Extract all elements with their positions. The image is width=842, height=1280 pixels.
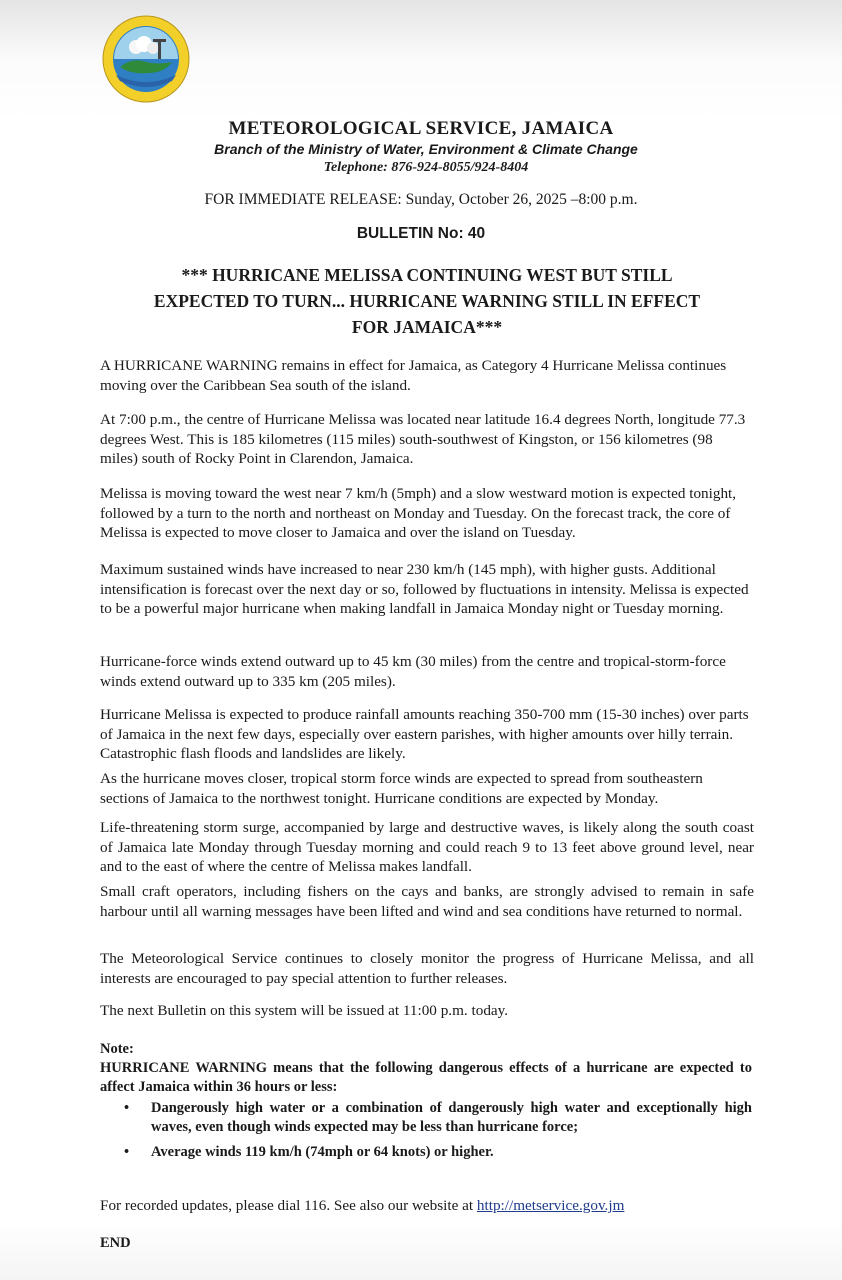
- note-bullet-list: [124, 1099, 752, 1168]
- bullet-icon: •: [124, 1144, 130, 1160]
- met-service-logo-icon: [102, 15, 190, 103]
- paragraph-storm-surge: Life-threatening storm surge, accompanied by large and destructive waves, is likely along the south coast of Jamaica late Monday through Tuesday morning and could reach 9 to 13 feet above ground level, near and to the east of where the centre of Melissa makes landfall.: [100, 819, 754, 875]
- paragraph-movement: Melissa is moving toward the west near 7 km/h (5mph) and a slow westward motion is expected tonight, followed by a turn to the north and northeast on Monday and Tuesday. On the forecast track, the core of Melissa is expected to move closer to Jamaica and over the island on Tuesday.: [100, 485, 737, 541]
- list-item: • Dangerously high water or a combination of dangerously high water and exceptionally high waves, even though winds expected may be less than hurricane force;: [124, 1100, 752, 1135]
- note-label: Note:: [100, 1041, 134, 1057]
- release-date: FOR IMMEDIATE RELEASE: Sunday, October 26, 2025 –8:00 p.m.: [204, 191, 638, 208]
- headline-line: FOR JAMAICA***: [351, 317, 503, 337]
- updates-line: [100, 1196, 754, 1216]
- telephone-line: Telephone: 876-924-8055/924-8404: [323, 160, 529, 175]
- paragraph-storm-winds: As the hurricane moves closer, tropical storm force winds are expected to spread from southeastern sections of Jamaica to the northwest tonight. Hurricane conditions are expected by Monday.: [100, 770, 703, 807]
- note-definition: HURRICANE WARNING means that the following dangerous effects of a hurricane are expected to affect Jamaica within 36 hours or less:: [100, 1060, 752, 1095]
- paragraph-next-bulletin: The next Bulletin on this system will be issued at 11:00 p.m. today.: [100, 1002, 509, 1019]
- updates-text: For recorded updates, please dial 116. See also our website at: [100, 1197, 474, 1214]
- headline-line: EXPECTED TO TURN... HURRICANE WARNING STILL IN EFFECT: [153, 291, 701, 311]
- headline: [101, 262, 753, 340]
- paragraph-small-craft: Small craft operators, including fishers on the cays and banks, are strongly advised to remain in safe harbour until all warning messages have been lifted and wind and sea conditions have returned to normal.: [100, 883, 754, 920]
- paragraph-winds: Maximum sustained winds have increased to near 230 km/h (145 mph), with higher gusts. Additional intensification is forecast over the next day or so, followed by fluctuations in intensity. Melissa is expected to be a powerful major hurricane when making landfall in Jamaica Monday night or Tuesday morning.: [100, 561, 749, 617]
- headline-line: *** HURRICANE MELISSA CONTINUING WEST BUT STILL: [181, 265, 673, 285]
- paragraph-monitoring: The Meteorological Service continues to closely monitor the progress of Hurricane Melissa, and all interests are encouraged to pay special attention to further releases.: [100, 950, 754, 987]
- website-link[interactable]: http://metservice.gov.jm: [476, 1197, 625, 1214]
- bullet-icon: •: [124, 1100, 130, 1116]
- paragraph-warning: A HURRICANE WARNING remains in effect for Jamaica, as Category 4 Hurricane Melissa continues moving over the Caribbean Sea south of the island.: [100, 357, 727, 394]
- bulletin-number: BULLETIN No: 40: [356, 225, 486, 242]
- paragraph-location: At 7:00 p.m., the centre of Hurricane Melissa was located near latitude 16.4 degrees North, longitude 77.3 degrees West. This is 185 kilometres (115 miles) south-southwest of Kingston, or 156 kilometres (98 miles) south of Rocky Point in Clarendon, Jamaica.: [100, 411, 746, 467]
- end-marker: END: [100, 1235, 131, 1251]
- list-item: • Average winds 119 km/h (74mph or 64 knots) or higher.: [124, 1144, 494, 1160]
- ministry-branch: Branch of the Ministry of Water, Environment & Climate Change: [214, 141, 638, 157]
- organization-name: METEOROLOGICAL SERVICE, JAMAICA: [228, 118, 614, 139]
- paragraph-rainfall: Hurricane Melissa is expected to produce rainfall amounts reaching 350-700 mm (15-30 inches) over parts of Jamaica in the next few days, especially over eastern parishes, with higher amounts over hilly terrain. Catastrophic flash floods and landslides are likely.: [100, 706, 749, 762]
- paragraph-wind-extent: Hurricane-force winds extend outward up to 45 km (30 miles) from the centre and tropical-storm-force winds extend outward up to 335 km (205 miles).: [100, 653, 726, 690]
